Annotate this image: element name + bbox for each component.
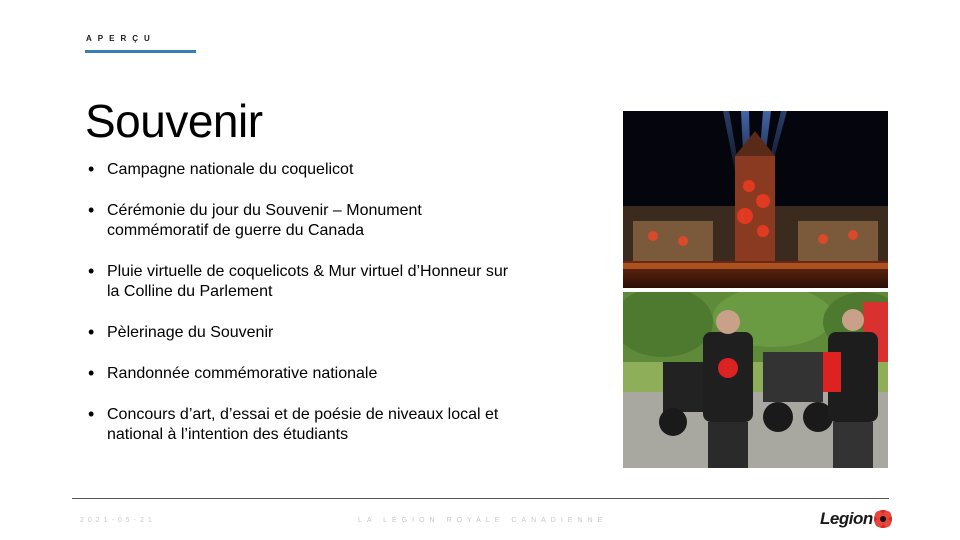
bullet-line: Pèlerinage du Souvenir <box>107 324 274 341</box>
bullet-line: Campagne nationale du coquelicot <box>107 161 354 178</box>
bullet-line: national à l’intention des étudiants <box>107 426 349 443</box>
legion-logo <box>820 508 893 530</box>
motorcycle-ride-photo <box>623 292 888 468</box>
bullet-item <box>88 262 568 302</box>
bullet-item <box>88 160 568 180</box>
section-underline <box>85 50 196 53</box>
bullet-line: Cérémonie du jour du Souvenir – Monument <box>107 202 422 219</box>
bullet-dot-icon: • <box>88 200 95 220</box>
section-label: APERÇU <box>86 34 156 43</box>
bullet-list <box>88 160 568 466</box>
motorcycle-ride-illustration <box>623 292 888 468</box>
footer-organization: LA LÉGION ROYALE CANADIENNE <box>358 517 608 524</box>
bullet-item <box>88 405 568 445</box>
bullet-line: commémoratif de guerre du Canada <box>107 222 365 239</box>
bullet-item <box>88 323 568 343</box>
bullet-line: Pluie virtuelle de coquelicots & Mur virtuel d’Honneur sur <box>107 263 509 280</box>
bullet-dot-icon: • <box>88 404 95 424</box>
bullet-dot-icon: • <box>88 322 95 342</box>
bullet-line: la Colline du Parlement <box>107 283 273 300</box>
bullet-line: Concours d’art, d’essai et de poésie de niveaux local et <box>107 406 499 423</box>
bullet-item <box>88 364 568 384</box>
logo-wordmark: Legion <box>820 509 873 528</box>
slide-title: Souvenir <box>85 95 263 147</box>
bullet-dot-icon: • <box>88 363 95 383</box>
bullet-line: Randonnée commémorative nationale <box>107 365 378 382</box>
bullet-dot-icon: • <box>88 261 95 281</box>
bullet-dot-icon: • <box>88 159 95 179</box>
poppy-icon <box>873 509 893 529</box>
footer-divider <box>72 498 889 499</box>
footer-date: 2021-05-21 <box>80 517 156 524</box>
bullet-item <box>88 201 568 241</box>
parliament-night-illustration <box>623 111 888 288</box>
parliament-night-photo <box>623 111 888 288</box>
